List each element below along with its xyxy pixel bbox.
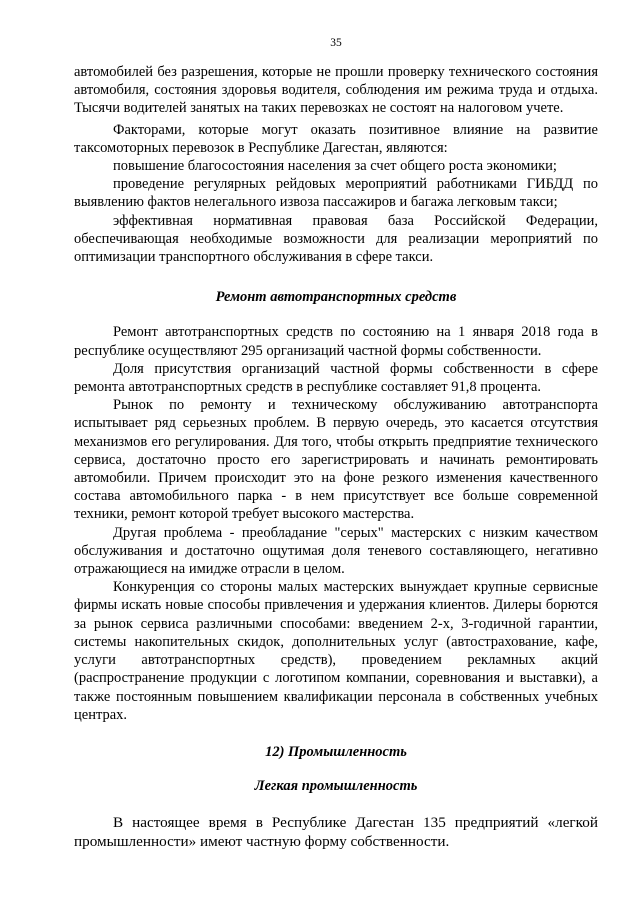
factor-item: эффективная нормативная правовая база Российской Федерации, обеспечивающая необходимые возможности для реализации мероприятий по оптимизации транспортного обслуживания в сфере такси.	[74, 212, 598, 266]
repair-paragraph: Конкуренция со стороны малых мастерских вынуждает крупные сервисные фирмы искать новые способы привлечения и удержания клиентов. Дилеры борются за рынок сервиса различными способами: введением 2-х, 3-годичной гарантии, системы накопительных скидок, дополнительных услуг (автострахование, кафе, услуги автотранспортных средств), проведением рекламных акций (распространение продукции с логотипом компании, соревнования и выставки), а также постоянным повышением квалификации персонала в собственных учебных центрах.	[74, 579, 598, 723]
section-heading-industry: 12) Промышленность	[265, 743, 407, 760]
repair-paragraph: Рынок по ремонту и техническому обслуживанию автотранспорта испытывает ряд серьезных проблем. В первую очередь, это касается отсутствия механизмов его регулирования. Для того, чтобы открыть предприятие технического сервиса, достаточно просто его зарегистрировать и начинать ремонтировать автомобили. Причем происходит это на фоне резкого изменения качественного состава автомобильного парка - в нем присутствует все больше современной техники, ремонт которой требует высокого мастерства.	[74, 397, 598, 523]
factor-item: проведение регулярных рейдовых мероприятий работниками ГИБДД по выявлению фактов нелегального извоза пассажиров и багажа легковым такси;	[74, 176, 598, 211]
factors-lead-paragraph: Факторами, которые могут оказать позитивное влияние на развитие таксомоторных перевозок в Республике Дагестан, являются:	[74, 121, 598, 156]
repair-paragraph: Другая проблема - преобладание "серых" мастерских с низким качеством обслуживания и достаточно ощутимая доля теневого составляющего, негативно отражающиеся на имидже отрасли в целом.	[74, 524, 598, 578]
intro-paragraph: автомобилей без разрешения, которые не прошли проверку технического состояния автомобиля, состояния здоровья водителя, соблюдения им режима труда и отдыха. Тысячи водителей занятых на таких перевозках не состоят на налоговом учете.	[74, 64, 598, 117]
page-content	[74, 63, 598, 852]
section-heading-repair: Ремонт автотранспортных средств	[215, 289, 457, 306]
subsection-heading-light-industry: Легкая промышленность	[254, 778, 418, 795]
repair-paragraph: Доля присутствия организаций частной формы собственности в сфере ремонта автотранспортных средств в республике составляет 91,8 процента.	[74, 360, 598, 396]
page-number: 35	[330, 37, 342, 49]
factor-item: повышение благосостояния населения за счет общего роста экономики;	[113, 158, 557, 175]
industry-paragraph: В настоящее время в Республике Дагестан 135 предприятий «легкой промышленности» имеют частную форму собственности.	[74, 814, 598, 850]
repair-paragraph: Ремонт автотранспортных средств по состоянию на 1 января 2018 года в республике осуществляют 295 организаций частной формы собственности.	[74, 324, 598, 359]
